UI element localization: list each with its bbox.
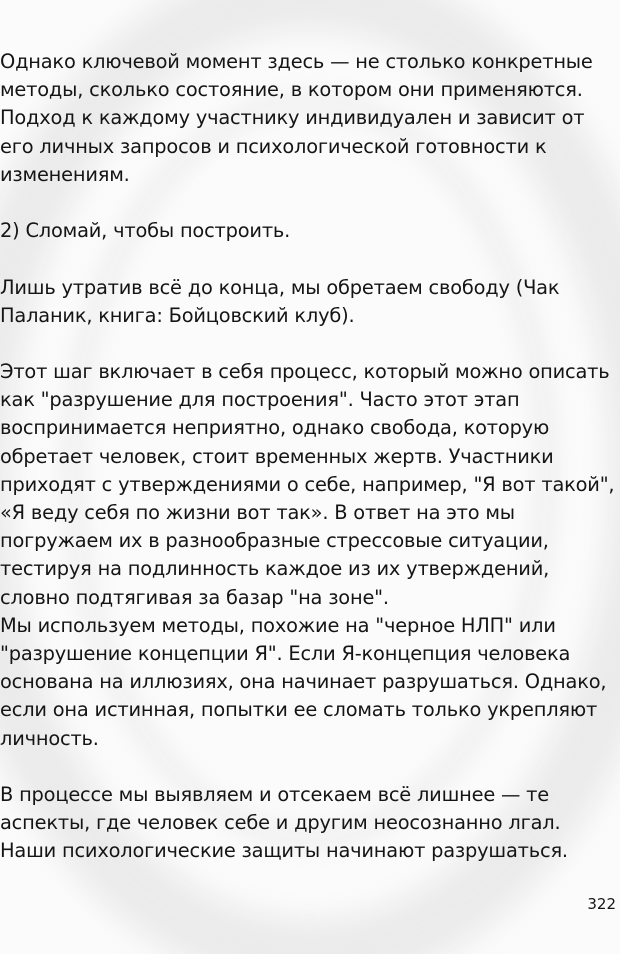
paragraph [0, 48, 620, 189]
body-text [0, 48, 620, 865]
text-line: его личных запросов и психологической готовности к [0, 134, 547, 158]
text-line: если она истинная, попытки ее сломать только укрепляют [0, 698, 598, 722]
text-line: Наши психологические защиты начинают разрушаться. [0, 839, 568, 863]
page-number: 322 [587, 895, 616, 913]
text-line: Мы используем методы, похожие на "черное НЛП" или [0, 613, 556, 637]
text-line: тестируя на подлинность каждое из их утверждений, [0, 557, 550, 581]
text-line: В процессе мы выявляем и отсекаем всё лишнее — те [0, 782, 550, 806]
text-line: Этот шаг включает в себя процесс, который можно описать [0, 360, 610, 384]
text-line: методы, сколько состояние, в котором они применяются. [0, 78, 583, 102]
text-line: погружаем их в разнообразные стрессовые ситуации, [0, 529, 549, 553]
paragraph [0, 358, 620, 753]
text-line: аспекты, где человек себе и другим неосознанно лгал. [0, 811, 561, 835]
text-line: «Я веду себя по жизни вот так». В ответ на это мы [0, 501, 515, 524]
text-line: личность. [0, 726, 99, 750]
text-line: Лишь утратив всё до конца, мы обретаем свободу (Чак [0, 275, 560, 299]
text-line: Однако ключевой момент здесь — не столько конкретные [0, 50, 593, 73]
text-line: как "разрушение для построения". Часто этот этап [0, 388, 520, 412]
paragraph-gap [0, 245, 620, 273]
text-line: Подход к каждому участнику индивидуален и зависит от [0, 106, 585, 130]
text-line: воспринимается неприятно, однако свобода, которую [0, 416, 550, 440]
text-line: 2) Сломай, чтобы построить. [0, 219, 291, 243]
paragraph [0, 274, 620, 330]
text-line: "разрушение концепции Я". Если Я-концепция человека [0, 641, 571, 665]
text-line: Паланик, книга: Бойцовский клуб). [0, 303, 355, 327]
text-line: приходят с утверждениями о себе, например, "Я вот такой", [0, 472, 615, 496]
paragraph-gap [0, 330, 620, 358]
text-line: словно подтягивая за базар "на зоне". [0, 585, 389, 609]
paragraph-gap [0, 753, 620, 781]
paragraph [0, 781, 620, 866]
text-line: изменениям. [0, 162, 130, 186]
text-line: основана на иллюзиях, она начинает разрушаться. Однако, [0, 670, 607, 694]
text-line: обретает человек, стоит временных жертв. Участники [0, 444, 554, 468]
paragraph-gap [0, 189, 620, 217]
section-heading [0, 217, 620, 245]
